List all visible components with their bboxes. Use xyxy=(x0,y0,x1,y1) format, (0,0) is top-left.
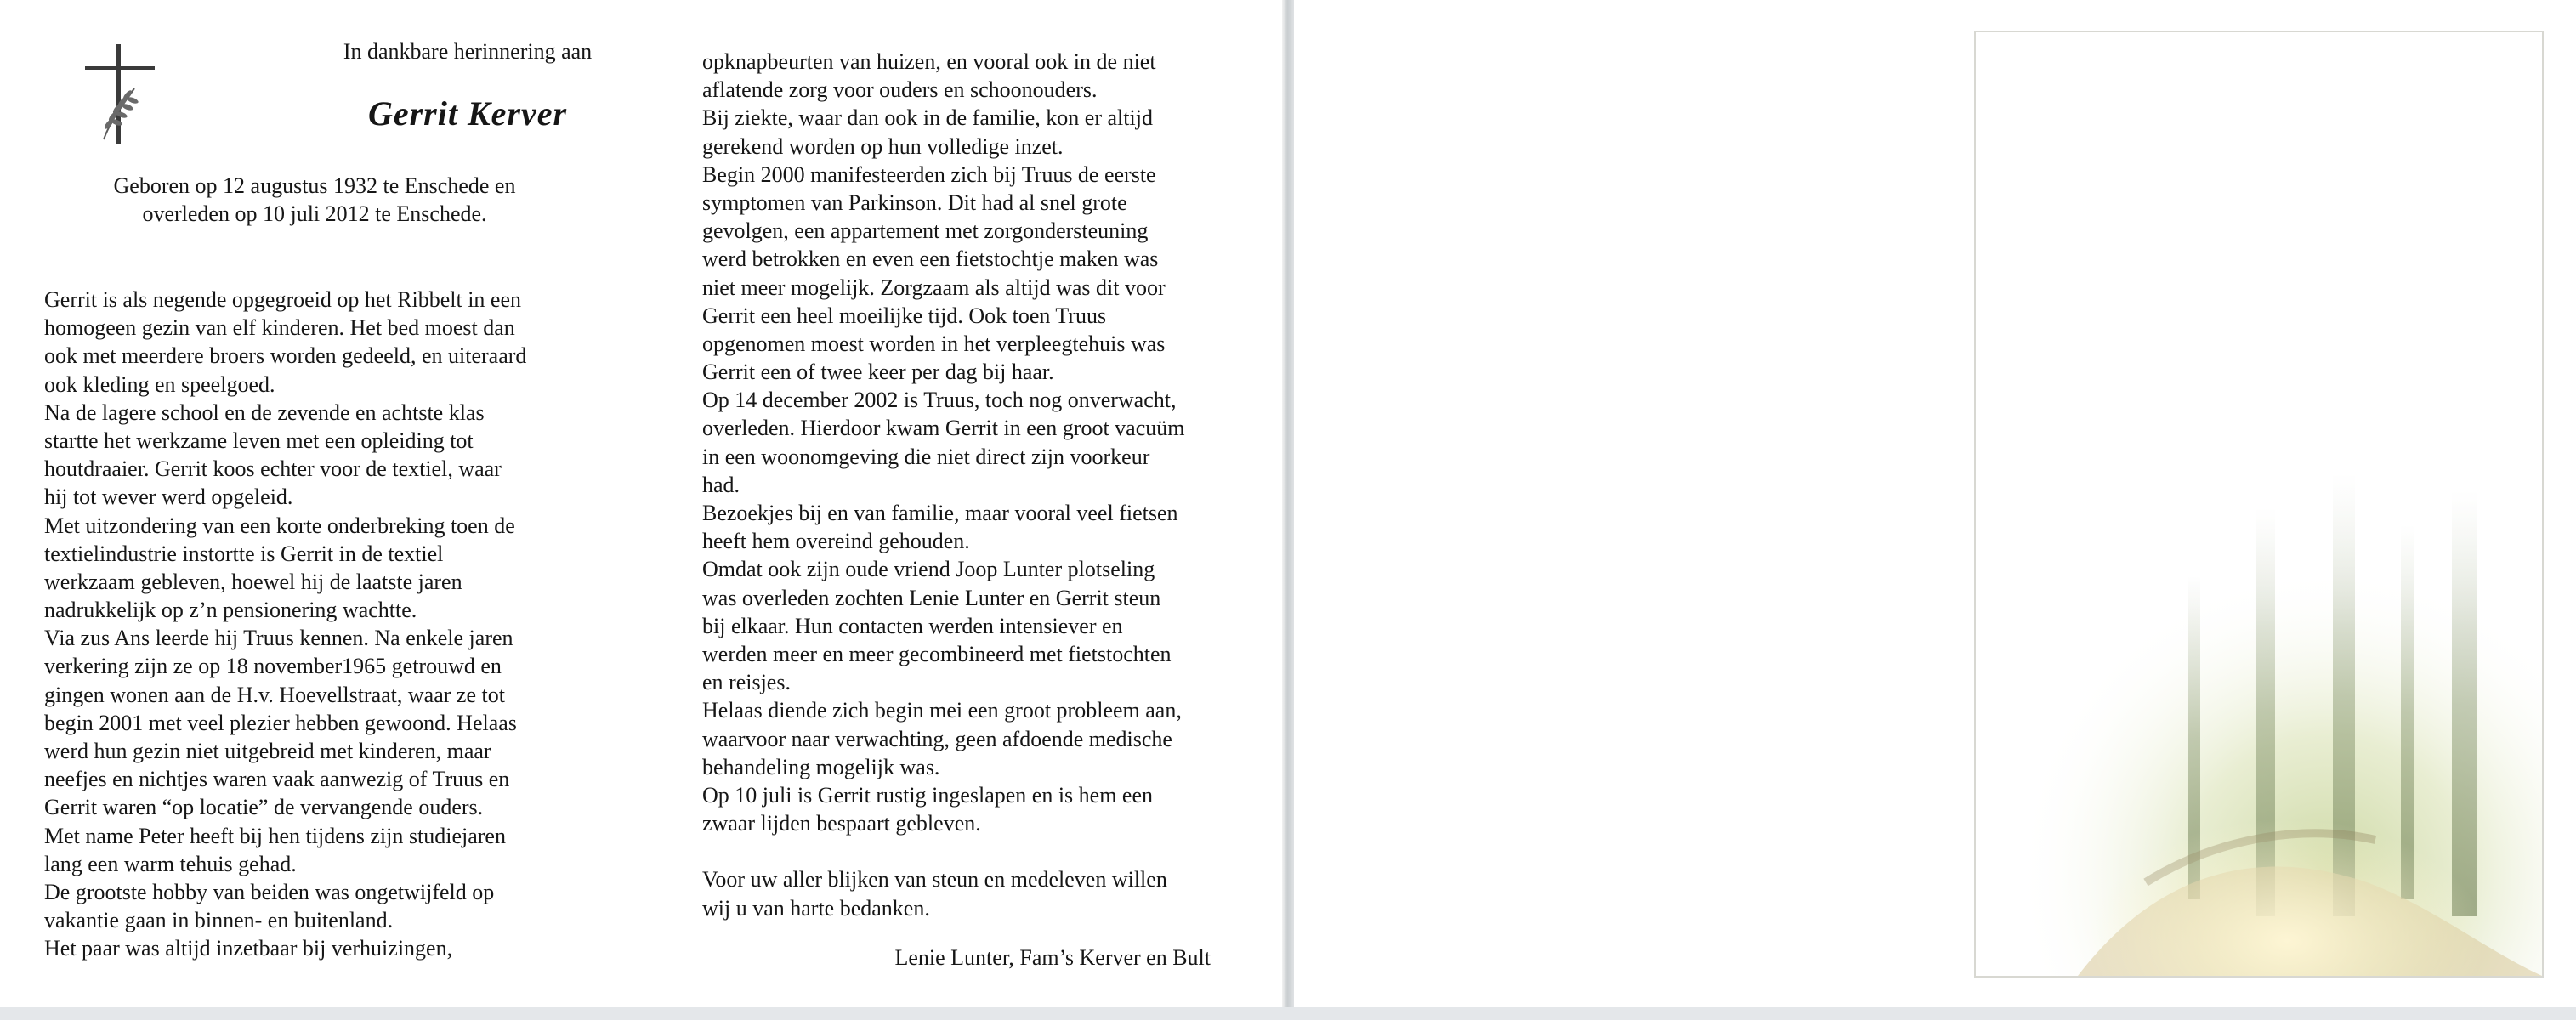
birth-death-dates xyxy=(51,172,578,228)
biography-column-right xyxy=(702,48,1280,922)
death-line: overleden op 10 juli 2012 te Enschede. xyxy=(142,201,487,226)
text-line: Met uitzondering van een korte onderbreking toen de xyxy=(44,513,515,538)
text-line: gingen wonen aan de H.v. Hoevellstraat, waar ze tot xyxy=(44,682,505,707)
text-line: gevolgen, een appartement met zorgondersteuning xyxy=(702,218,1149,244)
text-line: Na de lagere school en de zevende en achtste klas xyxy=(44,400,485,425)
text-line: had. xyxy=(702,472,740,497)
text-line: Met name Peter heeft bij hen tijdens zijn studiejaren xyxy=(44,823,506,848)
text-line: overleden. Hierdoor kwam Gerrit in een groot vacuüm xyxy=(702,416,1185,441)
text-line: opgenomen moest worden in het verpleegtehuis was xyxy=(702,331,1166,356)
paragraph-gap xyxy=(702,837,1280,865)
text-line: startte het werkzame leven met een opleiding tot xyxy=(44,428,474,453)
text-line: opknapbeurten van huizen, en vooral ook in de niet xyxy=(702,49,1156,74)
intro-text: In dankbare herinnering aan xyxy=(343,39,593,64)
photo-frame xyxy=(1974,31,2544,978)
text-line: Het paar was altijd inzetbaar bij verhuizingen, xyxy=(44,936,453,961)
text-line: nadrukkelijk op z’n pensionering wachtte. xyxy=(44,598,417,623)
text-line: Gerrit een heel moeilijke tijd. Ook toen Truus xyxy=(702,303,1107,328)
text-line: Bij ziekte, waar dan ook in de familie, kon er altijd xyxy=(702,105,1153,131)
page-bottom-edge xyxy=(0,1007,2576,1020)
closing-line: wij u van harte bedanken. xyxy=(702,895,930,921)
text-line: behandeling mogelijk was. xyxy=(702,754,940,779)
biography-column-left xyxy=(44,286,605,963)
text-line: verkering zijn ze op 18 november1965 getrouwd en xyxy=(44,654,502,679)
text-line: bij elkaar. Hun contacten werden intensiever en xyxy=(702,613,1123,638)
text-line: De grootste hobby van beiden was ongetwijfeld op xyxy=(44,879,495,904)
text-line: Via zus Ans leerde hij Truus kennen. Na enkele jaren xyxy=(44,626,513,651)
text-line: aflatende zorg voor ouders en schoonouders. xyxy=(702,77,1098,103)
text-line: ook kleding en speelgoed. xyxy=(44,371,275,397)
text-line: werkzaam gebleven, hoewel hij de laatste jaren xyxy=(44,569,462,594)
text-line: en reisjes. xyxy=(702,670,791,695)
text-line: hij tot wever werd opgeleid. xyxy=(44,484,293,510)
text-line: homogeen gezin van elf kinderen. Het bed moest dan xyxy=(44,315,515,341)
deceased-name: Gerrit Kerver xyxy=(367,94,568,133)
text-line: textielindustrie instortte is Gerrit in de textiel xyxy=(44,541,444,566)
text-line: was overleden zochten Lenie Lunter en Gerrit steun xyxy=(702,585,1161,610)
text-line: gerekend worden op hun volledige inzet. xyxy=(702,133,1064,159)
text-line: Omdat ook zijn oude vriend Joop Lunter plotseling xyxy=(702,557,1155,582)
text-line: werd betrokken en even een fietstochtje maken was xyxy=(702,246,1159,272)
text-line: in een woonomgeving die niet direct zijn voorkeur xyxy=(702,444,1150,469)
forest-path-photo xyxy=(1976,32,2542,976)
text-line: symptomen van Parkinson. Dit had al snel grote xyxy=(702,190,1127,215)
text-line: neefjes en nichtjes waren vaak aanwezig of Truus en xyxy=(44,767,510,792)
text-line: Helaas diende zich begin mei een groot probleem aan, xyxy=(702,698,1182,723)
card-fold xyxy=(1282,0,1294,1020)
text-line: Op 10 juli is Gerrit rustig ingeslapen en is hem een xyxy=(702,782,1154,808)
text-line: Gerrit is als negende opgegroeid op het Ribbelt in een xyxy=(44,287,522,312)
text-line: niet meer mogelijk. Zorgzaam als altijd was dit voor xyxy=(702,275,1166,300)
text-line: Gerrit een of twee keer per dag bij haar. xyxy=(702,360,1054,385)
text-line: houtdraaier. Gerrit koos echter voor de textiel, waar xyxy=(44,456,502,482)
text-line: ook met meerdere broers worden gedeeld, en uiteraard xyxy=(44,343,527,369)
text-line: werden meer en meer gecombineerd met fietstochten xyxy=(702,641,1172,666)
text-line: Gerrit waren “op locatie” de vervangende ouders. xyxy=(44,795,484,820)
signature: Lenie Lunter, Fam’s Kerver en Bult xyxy=(894,945,1211,970)
closing-line: Voor uw aller blijken van steun en medeleven willen xyxy=(702,867,1167,892)
text-line: vakantie gaan in binnen- en buitenland. xyxy=(44,908,394,933)
text-line: zwaar lijden bespaart gebleven. xyxy=(702,811,981,836)
text-line: Op 14 december 2002 is Truus, toch nog onverwacht, xyxy=(702,388,1177,413)
text-line: Begin 2000 manifesteerden zich bij Truus de eerste xyxy=(702,162,1156,187)
text-line: lang een warm tehuis gehad. xyxy=(44,851,297,876)
birth-line: Geboren op 12 augustus 1932 te Enschede en xyxy=(113,173,516,198)
text-line: waarvoor naar verwachting, geen afdoende medische xyxy=(702,726,1172,751)
text-line: begin 2001 met veel plezier hebben gewoond. Helaas xyxy=(44,710,517,735)
cross-with-wheat-icon xyxy=(85,44,155,144)
text-line: werd hun gezin niet uitgebreid met kinderen, maar xyxy=(44,739,491,763)
text-line: Bezoekjes bij en van familie, maar vooral veel fietsen xyxy=(702,501,1178,525)
text-line: heeft hem overeind gehouden. xyxy=(702,529,970,554)
